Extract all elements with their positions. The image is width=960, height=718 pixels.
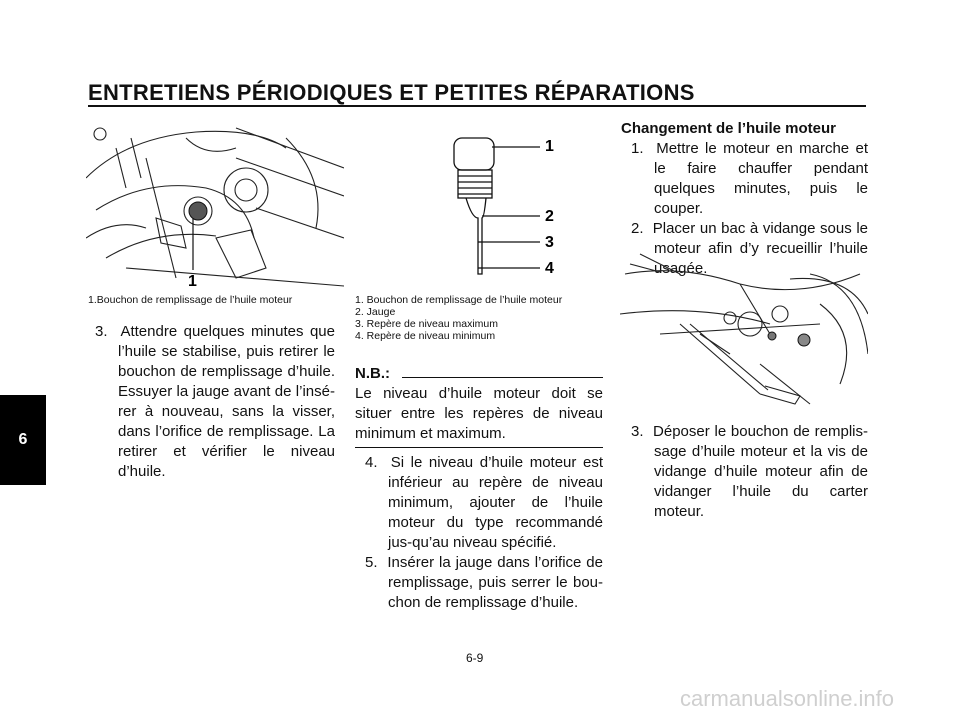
step-number: 3. [631, 423, 644, 440]
nb-text: Le niveau d’huile moteur doit se situer entre les repères de niveau minimum et maximum. [355, 385, 603, 442]
figure2-caption-list [355, 294, 605, 342]
step-text: Mettre le moteur en marche et le faire chauffer pendant quelques minutes, puis le couper. [654, 140, 868, 217]
nb-title: N.B.: [355, 365, 390, 382]
callout-2: 2 [545, 208, 554, 225]
figure2-caption-item: 2. Jauge [355, 306, 396, 318]
scooter-drain-figure [620, 244, 868, 414]
chapter-number: 6 [18, 431, 28, 448]
figure2-caption-item: 1. Bouchon de remplissage de l’huile moteur [355, 294, 563, 306]
step-number: 3. [95, 323, 108, 340]
nb-header [355, 364, 603, 384]
middle-column [355, 364, 603, 613]
dipstick-figure [440, 128, 580, 278]
step-3-paragraph [631, 422, 868, 522]
watermark: carmanualsonline.info [680, 686, 895, 711]
page-title: ENTRETIENS PÉRIODIQUES ET PETITES RÉPARATIONS [88, 80, 695, 105]
step-5-paragraph [365, 553, 603, 613]
step-text: Déposer le bouchon de remplis-sage d’huile moteur et la vis de vidange d’huile moteur afin de vidanger l’huile du carter moteur. [653, 423, 868, 520]
callout-1: 1 [545, 138, 554, 155]
figure2-caption-item: 3. Repère de niveau maximum [355, 318, 498, 330]
step-text: Insérer la jauge dans l’orifice de remplissage, puis serrer le bou-chon de remplissage d’huile. [387, 554, 603, 611]
right-column-bottom [631, 422, 868, 522]
step-number: 2. [631, 220, 644, 237]
step-3-paragraph [95, 322, 335, 482]
step-1-paragraph [631, 139, 868, 219]
figure1-caption: 1.Bouchon de remplissage de l’huile moteur [88, 294, 293, 306]
step-number: 5. [365, 554, 378, 571]
left-column [95, 322, 335, 482]
step-number: 4. [365, 454, 378, 471]
title-rule [88, 105, 866, 107]
step-4-paragraph [365, 453, 603, 553]
callout-1: 1 [188, 273, 197, 290]
step-text: Placer un bac à vidange sous le moteur afin d’y recueillir l’huile usagée. [652, 220, 868, 277]
step-text: Si le niveau d’huile moteur est inférieur au repère de niveau minimum, ajouter de l’huile moteur du type recommandé jus-qu’au niveau spécifié. [388, 454, 603, 551]
nb-rule-top [402, 377, 603, 378]
step-number: 1. [631, 140, 644, 157]
figure2-caption-item: 4. Repère de niveau minimum [355, 330, 496, 342]
middle-steps [355, 453, 603, 613]
callout-4: 4 [545, 260, 554, 277]
chapter-tab [0, 395, 46, 485]
page-number: 6-9 [466, 651, 484, 665]
nb-rule-bottom [355, 447, 603, 448]
engine-oil-filler-figure [86, 118, 344, 290]
section-title: Changement de l’huile moteur [621, 120, 837, 137]
step-text: Attendre quelques minutes que l’huile se stabilise, puis retirer le bouchon de remplissage d’huile. Essuyer la jauge avant de l’insé-rer à nouveau, sans la visser, dans l’orifice de remplissage. La retirer et vérifier le niveau d’huile. [118, 323, 335, 480]
callout-3: 3 [545, 234, 554, 251]
